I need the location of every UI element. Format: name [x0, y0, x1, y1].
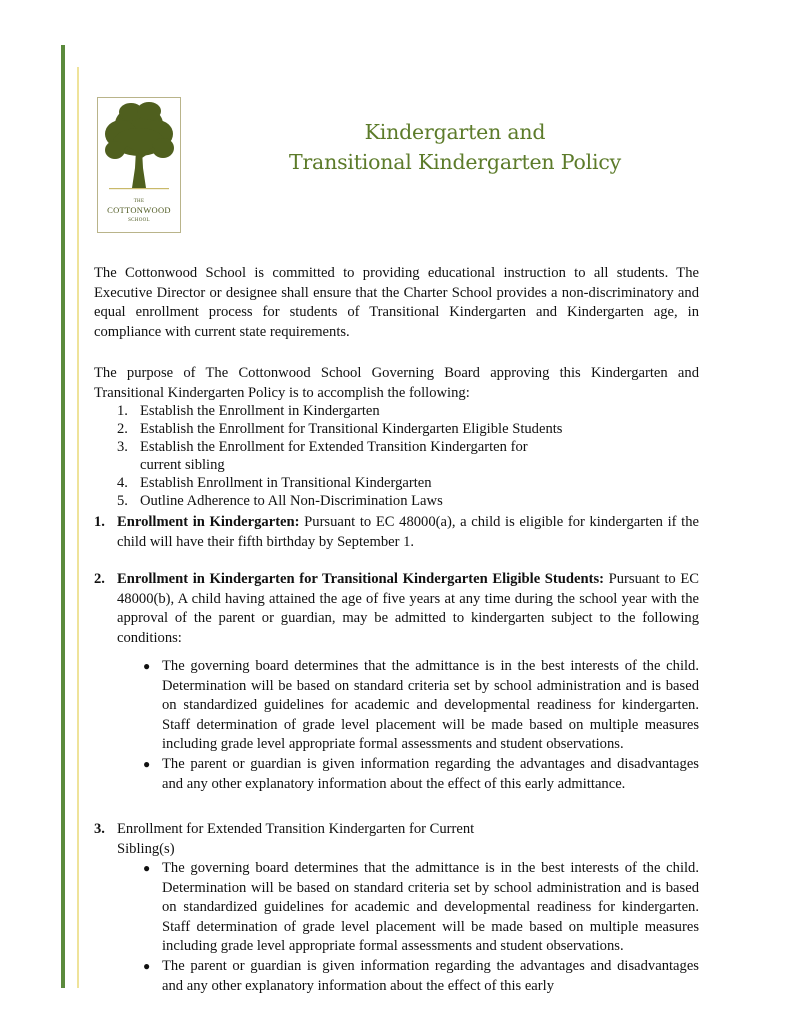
- section-number: 3.: [94, 821, 105, 837]
- section-heading: Enrollment in Kindergarten:: [117, 514, 300, 530]
- condition-item: [143, 755, 699, 794]
- logo-text-school: SCHOOL: [128, 218, 150, 223]
- condition-text: The governing board determines that the admittance is in the best interests of the child. Determination will be based on standard criteria set by school administration and is based on standardized guidelines for academic and developmental readiness for kindergarten. Staff determination of grade level placement will be made based on multiple measures including grade level appropriate formal assessments and student observations.: [162, 658, 699, 753]
- condition-text: The parent or guardian is given information regarding the advantages and disadvantages and any other explanatory information about the effect of this early: [162, 957, 699, 994]
- list-item-text: Outline Adherence to All Non-Discrimination Laws: [140, 493, 443, 509]
- purpose-list: [117, 402, 677, 510]
- section-enrollment-kindergarten: [94, 513, 699, 552]
- intro-paragraph-2: The purpose of The Cottonwood School Governing Board approving this Kindergarten and Transitional Kindergarten Policy is to accomplish the following:: [94, 365, 699, 401]
- section-heading: Enrollment in Kindergarten for Transitional Kindergarten Eligible Students:: [117, 571, 605, 587]
- bullet-icon: ●: [143, 756, 151, 771]
- bullet-icon: ●: [143, 659, 151, 673]
- list-number: 4.: [117, 475, 128, 491]
- section-text: Pursuant to EC 48000(b), A child having attained the age of five years at any time during the school year with the approval of the parent or guardian, may be admitted to kindergarten subject to the following conditions:: [117, 571, 699, 646]
- decorative-green-bar: [61, 45, 65, 988]
- intro-paragraph-1: The Cottonwood School is committed to providing educational instruction to all students. The Executive Director or designee shall ensure that the Charter School provides a non-discriminatory and equal enrollment process for students of Transitional Kindergarten and Kindergarten age, in compliance with current state requirements.: [94, 265, 699, 340]
- condition-item: [143, 957, 699, 996]
- condition-text: The governing board determines that the admittance is in the best interests of the child. Determination will be based on standard criteria set by school administration and is based on standardized guidelines for academic and developmental readiness for kindergarten. Staff determination of grade level placement will be made based on multiple measures including grade level appropriate formal assessments and student observations.: [162, 860, 699, 955]
- purpose-list-item: [117, 402, 677, 420]
- list-number: 2.: [117, 421, 128, 437]
- condition-item: [143, 859, 699, 957]
- purpose-list-item: [117, 492, 677, 510]
- section-3-conditions: [143, 859, 699, 996]
- school-logo: [97, 97, 181, 233]
- document-title: [220, 117, 690, 177]
- section-number: 1.: [94, 514, 105, 530]
- list-number: 1.: [117, 403, 128, 419]
- logo-text-the: THE: [133, 199, 145, 204]
- list-item-text: Establish the Enrollment for Transitional Kindergarten Eligible Students: [140, 421, 563, 437]
- section-content: [117, 570, 699, 648]
- title-line-1: Kindergarten and: [364, 120, 546, 144]
- purpose-list-item: [117, 420, 677, 438]
- list-item-text: Establish the Enrollment for Extended Transition Kindergarten for current sibling: [140, 439, 528, 473]
- list-item-text: Establish the Enrollment in Kindergarten: [140, 403, 380, 419]
- section-number: 2.: [94, 571, 105, 587]
- section-content: [117, 820, 699, 859]
- condition-item: [143, 657, 699, 755]
- section-extended-tk-sibling: [94, 820, 699, 859]
- logo-text-cottonwood: COTTONWOOD: [107, 205, 171, 215]
- section-enrollment-tk-eligible: [94, 570, 699, 648]
- section-content: [117, 513, 699, 552]
- title-line-2: Transitional Kindergarten Policy: [288, 150, 622, 174]
- tree-icon: [101, 98, 177, 196]
- list-item-text: Establish Enrollment in Transitional Kindergarten: [140, 475, 432, 491]
- section-2-conditions: [143, 657, 699, 794]
- bullet-icon: ●: [143, 958, 151, 973]
- decorative-yellow-line: [77, 67, 79, 988]
- section-text: Pursuant to EC 48000(a), a child is eligible for kindergarten if the child will have their fifth birthday by September 1.: [117, 514, 699, 550]
- purpose-list-item: [117, 438, 677, 474]
- condition-text: The parent or guardian is given information regarding the advantages and disadvantages and any other explanatory information about the effect of this early admittance.: [162, 755, 699, 792]
- bullet-icon: ●: [143, 861, 151, 875]
- list-number: 3.: [117, 439, 128, 455]
- purpose-list-item: [117, 474, 677, 492]
- list-number: 5.: [117, 493, 128, 509]
- section-heading: Enrollment for Extended Transition Kindergarten for Current Sibling(s): [117, 821, 475, 857]
